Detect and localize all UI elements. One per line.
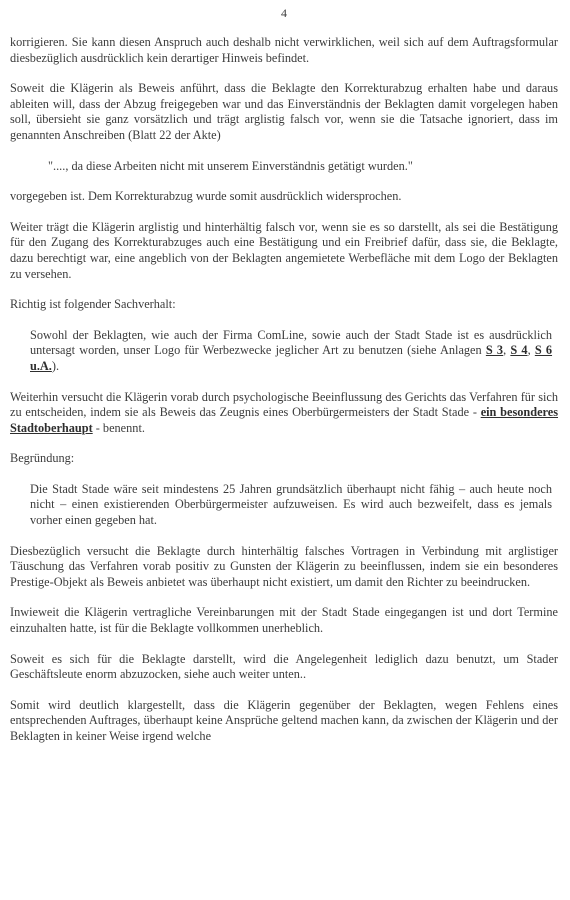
quotation: "...., da diese Arbeiten nicht mit unserem Einverständnis getätigt wurden." — [48, 158, 413, 173]
emphasis-stadtoberhaupt: ein besonderes Stadtoberhaupt — [10, 405, 559, 435]
annex-ref-s3: S 3 — [485, 343, 504, 358]
annex-ref-s4: S 4 — [510, 343, 528, 358]
paragraph-1: korrigieren. Sie kann diesen Anspruch auch deshalb nicht verwirklichen, weil sich auf dem Auftragsformular diesbezüglich ausdrücklich kein derartiger Hinweis befindet. — [10, 35, 558, 65]
paragraph-6-text: Sowohl der Beklagten, wie auch der Firma ComLine, sowie auch der Stadt Stade ist es ausdrücklich untersagt worden, unser Logo für Werbezwecke jeglicher Art zu benutzen (siehe Anlagen — [30, 327, 552, 358]
paragraph-10: Diesbezüglich versucht die Beklagte durch hinterhältig falsches Vortragen in Verbindung mit arglistiger Täuschung das Verfahren vorab positiv zu Gunsten der Klägerin zu beeinflussen, indem sie ein besonderes Prestige-Objekt als Beweis anbietet was überhaupt nicht existiert, um damit den Richter zu beeindrucken. — [10, 543, 558, 589]
paragraph-9: Die Stadt Stade wäre seit mindestens 25 Jahren grundsätzlich überhaupt nicht fähig – auch heute noch nicht – einen existierenden Oberbürgermeister aufzuweisen. Es wird auch bezweifelt, dass es jemals vorher einen gegeben hat. — [30, 481, 552, 528]
paragraph-7-text: Weiterhin versucht die Klägerin vorab durch psychologische Beeinflussung des Gerichts das Verfahren für sich zu entscheiden, indem sie als Beweis das Zeugnis eines Oberbürgermeisters der Stadt Stade - — [10, 389, 558, 420]
page-number: 4 — [281, 6, 287, 20]
annex-ref-s6: S 6 u.A. — [30, 343, 553, 373]
paragraph-6 — [30, 328, 552, 375]
paragraph-13: Somit wird deutlich klargestellt, dass die Klägerin gegenüber der Beklagten, wegen Fehlens eines entsprechenden Auftrages, überhaupt keine Ansprüche geltend machen kann, da zwischen der Klägerin und der Beklagten in keiner Weise irgend welche — [10, 697, 558, 743]
paragraph-5: Richtig ist folgender Sachverhalt: — [10, 297, 176, 312]
paragraph-7-end: - benennt. — [92, 420, 145, 435]
paragraph-4: Weiter trägt die Klägerin arglistig und hinterhältig falsch vor, wenn sie es so darstellt, als sei die Bestätigung für den Zugang des Korrekturabzuges auch eine Bestätigung und ein Freibrief dafür, dass sie, die Beklagte, dazu berechtigt war, eine angeblich von der Beklagten angemietete Werbefläche mit dem Logo der Beklagten zu versehen. — [10, 219, 558, 281]
paragraph-6-end: ). — [51, 358, 60, 373]
paragraph-2: Soweit die Klägerin als Beweis anführt, dass die Beklagte den Korrekturabzug erhalten habe und daraus ableiten will, dass der Abzug freigegeben war und das Einverständnis der Beklagten damit vorgelegen haben soll, übersieht sie ganz vorsätzlich und trägt arglistig falsch vor, wenn sie die Tatsache ignoriert, dass im genannten Anschreiben (Blatt 22 der Akte) — [10, 81, 558, 142]
paragraph-11: Inwieweit die Klägerin vertragliche Vereinbarungen mit der Stadt Stade eingegangen ist und dort Termine einzuhalten hatte, ist für die Beklagte vollkommen unerheblich. — [10, 605, 558, 636]
paragraph-8: Begründung: — [10, 451, 75, 466]
paragraph-3: vorgegeben ist. Dem Korrekturabzug wurde somit ausdrücklich widersprochen. — [10, 189, 402, 204]
paragraph-7 — [10, 390, 558, 437]
paragraph-12: Soweit es sich für die Beklagte darstellt, wird die Angelegenheit lediglich dazu benutzt, um Stader Geschäftsleute enorm abzuzocken, siehe auch weiter unten.. — [10, 651, 558, 682]
annex-sep-2: , — [527, 343, 535, 358]
annex-sep-1: , — [503, 343, 511, 358]
